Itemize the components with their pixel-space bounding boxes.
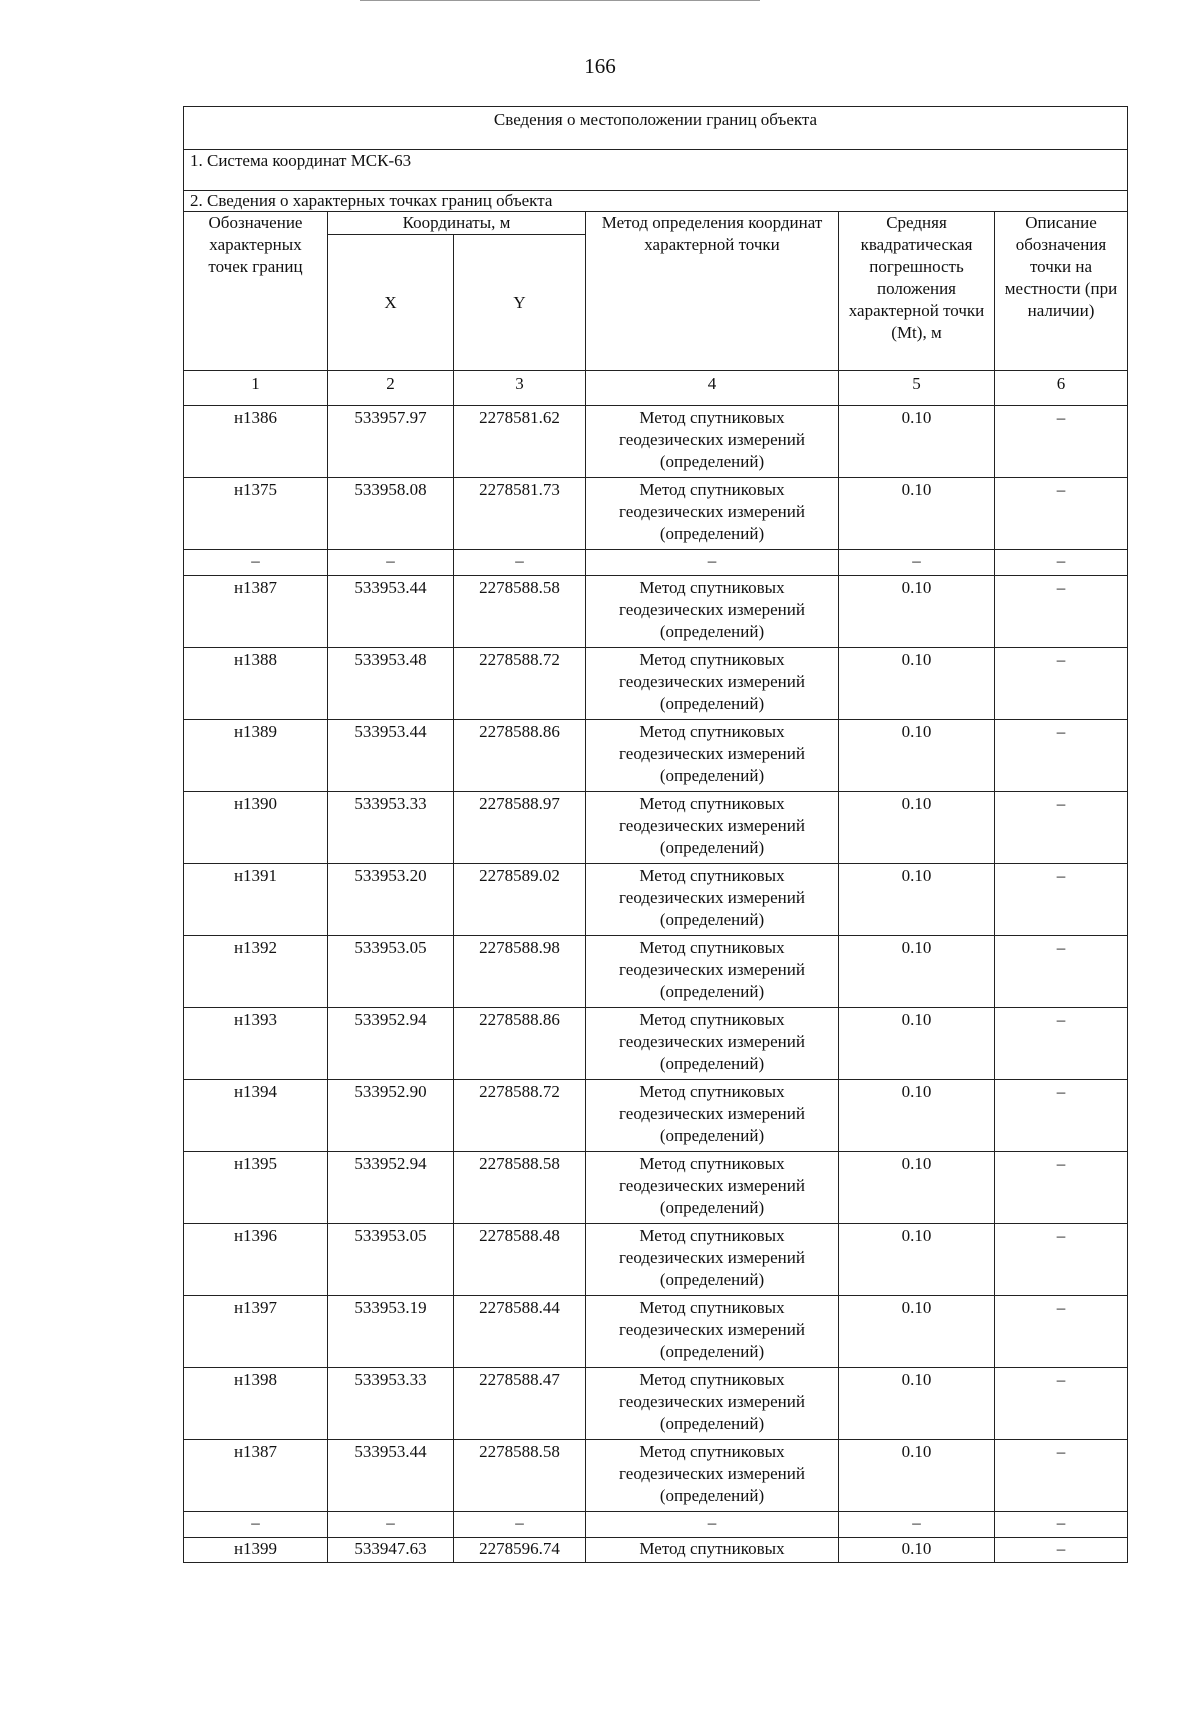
header-error: Средняя квадратическая погрешность положения характерной точки (Mt), м [839,212,995,371]
x-coordinate-cell: – [328,550,454,576]
table-row [184,1008,1128,1080]
y-coordinate-cell: 2278588.58 [454,1440,586,1512]
x-coordinate-cell: 533953.05 [328,936,454,1008]
method-cell: Метод спутниковых геодезических измерений (определений) [586,1368,839,1440]
description-cell: – [995,648,1128,720]
table-row [184,720,1128,792]
point-designation-cell: – [184,1512,328,1538]
table-row [184,1368,1128,1440]
header-designation: Обозначение характерных точек границ [184,212,328,371]
point-designation-cell: н1375 [184,478,328,550]
error-cell: 0.10 [839,406,995,478]
x-coordinate-cell: 533953.48 [328,648,454,720]
y-coordinate-cell: 2278588.58 [454,1152,586,1224]
y-coordinate-cell: 2278588.47 [454,1368,586,1440]
section-title: 2. Сведения о характерных точках границ объекта [184,191,1128,212]
y-coordinate-cell: 2278589.02 [454,864,586,936]
method-cell: Метод спутниковых геодезических измерений (определений) [586,1296,839,1368]
y-coordinate-cell: 2278588.72 [454,648,586,720]
method-cell: Метод спутниковых геодезических измерений (определений) [586,576,839,648]
column-number: 6 [995,371,1128,406]
column-number: 5 [839,371,995,406]
y-coordinate-cell: 2278588.97 [454,792,586,864]
y-coordinate-cell: 2278596.74 [454,1538,586,1563]
header-method: Метод определения координат характерной точки [586,212,839,371]
table-row [184,576,1128,648]
description-cell: – [995,550,1128,576]
header-description: Описание обозначения точки на местности (при наличии) [995,212,1128,371]
method-cell: Метод спутниковых геодезических измерений (определений) [586,478,839,550]
error-cell: 0.10 [839,478,995,550]
point-designation-cell: н1390 [184,792,328,864]
y-coordinate-cell: 2278588.98 [454,936,586,1008]
separator-row [184,550,1128,576]
method-cell: Метод спутниковых геодезических измерений (определений) [586,792,839,864]
description-cell: – [995,864,1128,936]
y-coordinate-cell: 2278588.48 [454,1224,586,1296]
error-cell: 0.10 [839,1152,995,1224]
method-cell: Метод спутниковых геодезических измерений (определений) [586,406,839,478]
point-designation-cell: – [184,550,328,576]
table-row [184,1224,1128,1296]
header-y: Y [454,235,586,371]
method-cell: Метод спутниковых [586,1538,839,1563]
header-x: X [328,235,454,371]
x-coordinate-cell: 533953.33 [328,1368,454,1440]
y-coordinate-cell: 2278588.86 [454,1008,586,1080]
x-coordinate-cell: 533952.94 [328,1152,454,1224]
table-row [184,1538,1128,1563]
description-cell: – [995,1080,1128,1152]
y-coordinate-cell: 2278588.72 [454,1080,586,1152]
scan-edge-line [360,0,760,1]
error-cell: 0.10 [839,1440,995,1512]
table-row [184,1080,1128,1152]
error-cell: 0.10 [839,648,995,720]
error-cell: 0.10 [839,1080,995,1152]
point-designation-cell: н1391 [184,864,328,936]
point-designation-cell: н1396 [184,1224,328,1296]
separator-row [184,1512,1128,1538]
error-cell: 0.10 [839,576,995,648]
x-coordinate-cell: 533953.19 [328,1296,454,1368]
coordinate-system: 1. Система координат МСК-63 [184,150,1128,191]
y-coordinate-cell: 2278588.44 [454,1296,586,1368]
error-cell: 0.10 [839,720,995,792]
table-row [184,478,1128,550]
error-cell: – [839,550,995,576]
description-cell: – [995,1152,1128,1224]
error-cell: 0.10 [839,864,995,936]
method-cell: Метод спутниковых геодезических измерений (определений) [586,1224,839,1296]
description-cell: – [995,936,1128,1008]
method-cell: Метод спутниковых геодезических измерений (определений) [586,720,839,792]
description-cell: – [995,1224,1128,1296]
y-coordinate-cell: – [454,1512,586,1538]
table-row [184,936,1128,1008]
table-row [184,406,1128,478]
error-cell: 0.10 [839,1008,995,1080]
method-cell: – [586,1512,839,1538]
error-cell: 0.10 [839,1538,995,1563]
x-coordinate-cell: 533958.08 [328,478,454,550]
error-cell: – [839,1512,995,1538]
x-coordinate-cell: 533952.94 [328,1008,454,1080]
point-designation-cell: н1386 [184,406,328,478]
description-cell: – [995,1512,1128,1538]
table-row [184,792,1128,864]
x-coordinate-cell: 533953.33 [328,792,454,864]
description-cell: – [995,1368,1128,1440]
x-coordinate-cell: 533953.44 [328,576,454,648]
method-cell: Метод спутниковых геодезических измерений (определений) [586,864,839,936]
x-coordinate-cell: 533953.20 [328,864,454,936]
method-cell: Метод спутниковых геодезических измерений (определений) [586,1080,839,1152]
x-coordinate-cell: 533957.97 [328,406,454,478]
column-number: 1 [184,371,328,406]
description-cell: – [995,1538,1128,1563]
point-designation-cell: н1395 [184,1152,328,1224]
y-coordinate-cell: 2278581.62 [454,406,586,478]
boundary-points-table [183,106,1128,1563]
table-row [184,1440,1128,1512]
description-cell: – [995,720,1128,792]
method-cell: Метод спутниковых геодезических измерений (определений) [586,1152,839,1224]
description-cell: – [995,792,1128,864]
column-number: 3 [454,371,586,406]
column-number: 4 [586,371,839,406]
x-coordinate-cell: 533952.90 [328,1080,454,1152]
page-number: 166 [584,54,616,78]
table-row [184,648,1128,720]
description-cell: – [995,406,1128,478]
error-cell: 0.10 [839,1224,995,1296]
y-coordinate-cell: 2278588.86 [454,720,586,792]
y-coordinate-cell: 2278581.73 [454,478,586,550]
x-coordinate-cell: 533947.63 [328,1538,454,1563]
method-cell: Метод спутниковых геодезических измерений (определений) [586,1008,839,1080]
point-designation-cell: н1398 [184,1368,328,1440]
point-designation-cell: н1387 [184,576,328,648]
table-row [184,1152,1128,1224]
x-coordinate-cell: 533953.44 [328,1440,454,1512]
x-coordinate-cell: 533953.05 [328,1224,454,1296]
description-cell: – [995,1440,1128,1512]
method-cell: Метод спутниковых геодезических измерений (определений) [586,648,839,720]
description-cell: – [995,1008,1128,1080]
point-designation-cell: н1399 [184,1538,328,1563]
method-cell: Метод спутниковых геодезических измерений (определений) [586,1440,839,1512]
description-cell: – [995,576,1128,648]
error-cell: 0.10 [839,936,995,1008]
column-numbers-row [184,371,1128,406]
point-designation-cell: н1393 [184,1008,328,1080]
point-designation-cell: н1394 [184,1080,328,1152]
error-cell: 0.10 [839,1368,995,1440]
header-coordinates: Координаты, м [328,212,586,235]
x-coordinate-cell: 533953.44 [328,720,454,792]
method-cell: – [586,550,839,576]
description-cell: – [995,478,1128,550]
y-coordinate-cell: 2278588.58 [454,576,586,648]
point-designation-cell: н1389 [184,720,328,792]
point-designation-cell: н1392 [184,936,328,1008]
description-cell: – [995,1296,1128,1368]
table-title: Сведения о местоположении границ объекта [184,107,1128,150]
table-row [184,864,1128,936]
point-designation-cell: н1397 [184,1296,328,1368]
error-cell: 0.10 [839,1296,995,1368]
point-designation-cell: н1388 [184,648,328,720]
column-number: 2 [328,371,454,406]
table-row [184,1296,1128,1368]
y-coordinate-cell: – [454,550,586,576]
x-coordinate-cell: – [328,1512,454,1538]
method-cell: Метод спутниковых геодезических измерений (определений) [586,936,839,1008]
point-designation-cell: н1387 [184,1440,328,1512]
error-cell: 0.10 [839,792,995,864]
